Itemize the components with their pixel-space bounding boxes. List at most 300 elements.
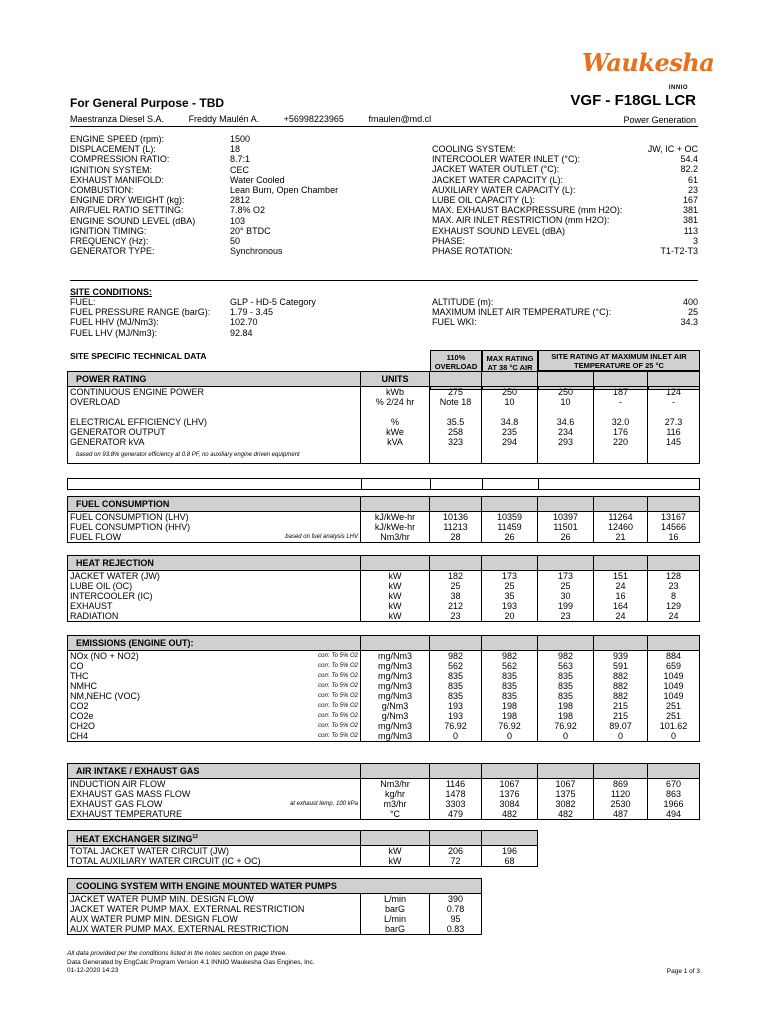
table-cell: AUX WATER PUMP MIN. DESIGN FLOW [68, 914, 361, 924]
spec-value: 3 [692, 235, 698, 246]
table-cell [258, 387, 361, 398]
table-row [68, 591, 700, 601]
table-cell: 23 [648, 581, 700, 591]
table-cell [258, 397, 361, 407]
table-cell [482, 447, 538, 463]
table-row [68, 611, 700, 622]
table-cell: L/min [361, 914, 430, 924]
col-overload-label: 110% OVERLOAD [434, 353, 478, 371]
spec-value: 7.8% O2 [230, 205, 266, 216]
table-cell: g/Nm3 [361, 711, 430, 721]
table-cell: 76.92 [430, 721, 482, 731]
spec-row [432, 154, 698, 164]
table-cell: kJ/kWe-hr [361, 512, 430, 523]
spec-label: MAX. EXHAUST BACKPRESSURE (mm H2O): [432, 205, 623, 216]
heat-rejection-table [67, 555, 700, 622]
table-cell: % 2/24 hr [361, 397, 430, 407]
table-cell: 1049 [648, 681, 700, 691]
table-cell: kW [361, 846, 430, 857]
document-title: For General Purpose - TBD [70, 96, 225, 110]
table-cell: OVERLOAD [68, 397, 258, 407]
table-cell: AUX WATER PUMP MAX. EXTERNAL RESTRICTION [68, 924, 361, 935]
spec-row [70, 185, 410, 195]
spec-label: FREQUENCY (Hz): [70, 235, 149, 246]
spec-value: 102.70 [230, 317, 258, 328]
table-cell: EXHAUST TEMPERATURE [68, 809, 258, 820]
table-cell: 323 [430, 437, 482, 447]
section-blank [482, 831, 538, 846]
spec-row [70, 175, 410, 185]
table-note: based on 93.8% generator efficiency at 0.8 PF, no auxiliary engine driven equipment [68, 447, 361, 463]
table-cell: 176 [594, 427, 648, 437]
table-cell: 198 [538, 701, 594, 711]
spec-label: FUEL LHV (MJ/Nm3): [70, 327, 158, 338]
table-cell [258, 522, 361, 532]
spec-label: FUEL WKI: [432, 317, 477, 328]
section-blank [648, 636, 700, 651]
table-cell [258, 512, 361, 523]
table-cell: 199 [538, 601, 594, 611]
table-cell [648, 407, 700, 417]
section-blank [361, 831, 430, 846]
table-cell: 835 [538, 691, 594, 701]
table-row [68, 779, 700, 790]
spec-row [432, 205, 698, 215]
spec-label: ENGINE SPEED (rpm): [70, 134, 165, 144]
table-cell: corr. To 5% O2 [258, 651, 361, 662]
table-cell [594, 447, 648, 463]
spec-label: FUEL: [70, 297, 96, 307]
table-cell: 24 [648, 611, 700, 622]
table-cell: 3084 [482, 799, 538, 809]
table-cell: 198 [538, 711, 594, 721]
section-blank [430, 831, 482, 846]
table-cell: corr. To 5% O2 [258, 661, 361, 671]
table-cell: 215 [594, 701, 648, 711]
spec-row [432, 317, 698, 327]
table-cell: 390 [430, 894, 482, 905]
table-row [68, 601, 700, 611]
spec-label: COMBUSTION: [70, 184, 134, 195]
category-label: Power Generation [623, 115, 696, 125]
table-cell: 206 [430, 846, 482, 857]
table-cell: 10359 [482, 512, 538, 523]
table-row [68, 721, 700, 731]
section-blank [594, 764, 648, 779]
table-cell: mg/Nm3 [361, 671, 430, 681]
table-cell: 939 [594, 651, 648, 662]
spec-label: COOLING SYSTEM: [432, 144, 516, 154]
contact-email: fmaulen@md.cl [368, 114, 432, 124]
section-title: FUEL CONSUMPTION [68, 497, 361, 512]
table-cell: - [594, 397, 648, 407]
section-blank [482, 372, 538, 387]
spec-value: 18 [230, 144, 241, 155]
table-row [68, 512, 700, 523]
spec-row [432, 297, 698, 307]
table-cell: 0 [648, 731, 700, 742]
table-cell: 27.3 [648, 417, 700, 427]
table-cell: 10397 [538, 512, 594, 523]
spec-row [70, 144, 410, 154]
table-cell: 182 [430, 571, 482, 582]
table-row [68, 701, 700, 711]
table-cell: 212 [430, 601, 482, 611]
spec-value: GLP - HD-5 Category [230, 297, 316, 307]
spec-value: 34.3 [680, 317, 698, 328]
table-cell [430, 407, 482, 417]
section-blank [482, 764, 538, 779]
table-cell: 250 [482, 387, 538, 398]
table-cell: 68 [482, 856, 538, 867]
spec-value: 54.4 [680, 154, 698, 165]
spec-row [432, 185, 698, 195]
table-cell: Note 18 [430, 397, 482, 407]
table-row [68, 846, 538, 857]
table-cell: 129 [648, 601, 700, 611]
spacer-box [67, 478, 700, 490]
table-cell: 835 [430, 691, 482, 701]
section-blank [361, 764, 430, 779]
company-name: Maestranza Diesel S.A. [70, 114, 165, 124]
table-cell [258, 407, 361, 417]
table-cell: corr. To 5% O2 [258, 711, 361, 721]
table-cell: THC [68, 671, 258, 681]
table-cell: 128 [648, 571, 700, 582]
table-cell: based on fuel analysis LHV [258, 532, 361, 543]
table-cell: 0.78 [430, 904, 482, 914]
table-row [68, 437, 700, 447]
spec-row [70, 236, 410, 246]
table-cell: 20 [482, 611, 538, 622]
spec-value: 381 [682, 215, 698, 226]
table-cell [68, 407, 258, 417]
table-cell [538, 407, 594, 417]
spec-label: EXHAUST SOUND LEVEL (dBA) [432, 225, 566, 236]
spec-row [432, 307, 698, 317]
table-cell: 215 [594, 711, 648, 721]
table-cell: 89.07 [594, 721, 648, 731]
spec-value: 167 [682, 194, 698, 205]
spec-row [432, 215, 698, 225]
table-cell: 196 [482, 846, 538, 857]
spec-label: AUXILIARY WATER CAPACITY (L): [432, 184, 576, 195]
spec-value: Lean Burn, Open Chamber [230, 184, 339, 195]
table-cell: 1067 [538, 779, 594, 790]
table-cell: EXHAUST GAS FLOW [68, 799, 258, 809]
spec-value: 381 [682, 205, 698, 216]
section-blank [482, 497, 538, 512]
table-cell: 16 [594, 591, 648, 601]
table-cell: 95 [430, 914, 482, 924]
table-row [68, 661, 700, 671]
table-cell: 32.0 [594, 417, 648, 427]
table-cell: 1478 [430, 789, 482, 799]
table-row [68, 571, 700, 582]
table-cell: 275 [430, 387, 482, 398]
table-cell: 659 [648, 661, 700, 671]
table-cell: 0 [594, 731, 648, 742]
table-cell: 835 [482, 681, 538, 691]
table-cell: 30 [538, 591, 594, 601]
table-cell: 234 [538, 427, 594, 437]
table-cell: 76.92 [482, 721, 538, 731]
table-cell: mg/Nm3 [361, 661, 430, 671]
table-cell: 982 [430, 651, 482, 662]
spec-label: DISPLACEMENT (L): [70, 144, 156, 155]
table-cell: 293 [538, 437, 594, 447]
section-title: POWER RATING [68, 372, 361, 387]
table-cell: CO [68, 661, 258, 671]
table-row [68, 407, 700, 417]
section-blank [430, 556, 482, 571]
table-cell: kW [361, 611, 430, 622]
section-blank [648, 497, 700, 512]
table-cell: 26 [538, 532, 594, 543]
spec-row [70, 317, 410, 327]
table-cell: FUEL FLOW [68, 532, 258, 543]
section-header [68, 879, 482, 894]
spec-value: CEC [230, 164, 250, 175]
section-blank [594, 636, 648, 651]
spec-row [70, 246, 410, 256]
fuel-consumption-table [67, 496, 700, 543]
table-cell: 187 [594, 387, 648, 398]
table-cell: 1120 [594, 789, 648, 799]
table-cell: 0 [430, 731, 482, 742]
spec-value: JW, IC + OC [647, 144, 698, 154]
table-cell: FUEL CONSUMPTION (LHV) [68, 512, 258, 523]
air-intake-table [67, 763, 700, 820]
table-cell: 482 [482, 809, 538, 820]
table-cell: TOTAL JACKET WATER CIRCUIT (JW) [68, 846, 361, 857]
table-cell: kVA [361, 437, 430, 447]
section-blank [482, 556, 538, 571]
spec-value: 1.79 - 3.45 [230, 307, 274, 318]
emissions-table [67, 635, 700, 742]
section-title: HEAT REJECTION [68, 556, 361, 571]
table-cell: INDUCTION AIR FLOW [68, 779, 258, 790]
table-cell: CH4 [68, 731, 258, 742]
table-cell: CONTINUOUS ENGINE POWER [68, 387, 258, 398]
table-cell [258, 601, 361, 611]
table-cell: INTERCOOLER (IC) [68, 591, 258, 601]
spec-row [432, 144, 698, 154]
spec-label: IGNITION TIMING: [70, 225, 147, 236]
table-cell: 563 [538, 661, 594, 671]
table-cell: 38 [430, 591, 482, 601]
section-header [68, 636, 700, 651]
table-cell: 3082 [538, 799, 594, 809]
table-cell: 294 [482, 437, 538, 447]
table-cell: Nm3/hr [361, 532, 430, 543]
table-cell: CO2 [68, 701, 258, 711]
table-cell: kW [361, 591, 430, 601]
table-cell [258, 571, 361, 582]
table-cell: EXHAUST [68, 601, 258, 611]
waukesha-logo [582, 48, 715, 96]
table-cell: 882 [594, 671, 648, 681]
specs-right [432, 144, 698, 256]
spec-row [70, 205, 410, 215]
site-right [432, 297, 698, 328]
spec-label: COMPRESSION RATIO: [70, 154, 170, 165]
table-cell: 35 [482, 591, 538, 601]
contact-phone: +56998223965 [283, 114, 344, 124]
section-title-sup: 12 [192, 834, 198, 840]
spec-label: FUEL HHV (MJ/Nm3): [70, 317, 159, 328]
table-cell: 124 [648, 387, 700, 398]
table-cell: kW [361, 571, 430, 582]
spec-label: JACKET WATER CAPACITY (L): [432, 174, 564, 185]
table-cell: JACKET WATER (JW) [68, 571, 258, 582]
spec-label: EXHAUST MANIFOLD: [70, 174, 164, 185]
section-blank [538, 764, 594, 779]
section-blank [482, 636, 538, 651]
table-cell: 116 [648, 427, 700, 437]
cooling-pumps-table [67, 878, 482, 935]
spec-label: ALTITUDE (m): [432, 297, 494, 307]
table-cell: ELECTRICAL EFFICIENCY (LHV) [68, 417, 258, 427]
table-row [68, 681, 700, 691]
spec-row [70, 154, 410, 164]
contact-line [70, 114, 453, 124]
table-cell: 982 [482, 651, 538, 662]
spec-row [432, 226, 698, 236]
table-cell: 882 [594, 691, 648, 701]
spec-row [70, 134, 410, 144]
site-conditions-heading: SITE CONDITIONS: [70, 287, 153, 297]
table-cell: 0 [538, 731, 594, 742]
section-blank [430, 764, 482, 779]
spec-value: 50 [230, 235, 241, 246]
footer-date: 01-12-2020 14:23 [67, 967, 119, 974]
spec-row [70, 226, 410, 236]
table-cell: 173 [482, 571, 538, 582]
table-cell: 198 [482, 711, 538, 721]
table-row [68, 387, 700, 398]
table-cell: corr. To 5% O2 [258, 681, 361, 691]
table-cell: 193 [430, 701, 482, 711]
table-cell: 1049 [648, 691, 700, 701]
table-cell: LUBE OIL (OC) [68, 581, 258, 591]
table-cell: 145 [648, 437, 700, 447]
section-blank [538, 372, 594, 387]
table-cell: barG [361, 924, 430, 935]
table-cell: kWb [361, 387, 430, 398]
table-row [68, 856, 538, 867]
spec-label: INTERCOOLER WATER INLET (°C): [432, 154, 580, 165]
table-cell: 28 [430, 532, 482, 543]
table-cell: 494 [648, 809, 700, 820]
table-cell: mg/Nm3 [361, 691, 430, 701]
divider [70, 280, 698, 281]
table-cell: Nm3/hr [361, 779, 430, 790]
section-header [68, 764, 700, 779]
section-blank [538, 497, 594, 512]
section-blank [594, 497, 648, 512]
table-cell: 562 [430, 661, 482, 671]
table-cell: 835 [538, 681, 594, 691]
table-cell: 21 [594, 532, 648, 543]
table-cell: 10 [538, 397, 594, 407]
table-cell: 26 [482, 532, 538, 543]
spec-label: ENGINE SOUND LEVEL (dBA) [70, 215, 196, 226]
spec-label: AIR/FUEL RATIO SETTING: [70, 205, 184, 216]
spec-label: MAX. AIR INLET RESTRICTION (mm H2O): [432, 215, 610, 226]
table-cell: kW [361, 601, 430, 611]
section-blank [361, 556, 430, 571]
table-cell [258, 591, 361, 601]
table-cell: - [648, 397, 700, 407]
table-cell [482, 407, 538, 417]
footer-generator: Data Generated by EngCalc Program Version 4.1 INNIO Waukesha Gas Engines, Inc. [67, 958, 315, 966]
spec-label: LUBE OIL CAPACITY (L): [432, 194, 535, 205]
spec-row [70, 307, 410, 317]
section-title: AIR INTAKE / EXHAUST GAS [68, 764, 361, 779]
table-cell: corr. To 5% O2 [258, 691, 361, 701]
table-cell: EXHAUST GAS MASS FLOW [68, 789, 258, 799]
table-row [68, 894, 482, 905]
table-cell: L/min [361, 894, 430, 905]
spec-value: Water Cooled [230, 174, 285, 185]
table-cell [538, 447, 594, 463]
table-cell: 884 [648, 651, 700, 662]
table-row [68, 809, 700, 820]
logo-sub: INNIO [668, 85, 688, 91]
section-header [68, 556, 700, 571]
table-cell [430, 447, 482, 463]
table-cell: kW [361, 581, 430, 591]
section-title: EMISSIONS (ENGINE OUT): [68, 636, 361, 651]
table-cell: % [361, 417, 430, 427]
power-rating-table [67, 371, 700, 464]
table-cell: 8 [648, 591, 700, 601]
table-cell: 198 [482, 701, 538, 711]
spec-value: Synchronous [230, 246, 283, 257]
table-cell: 101.62 [648, 721, 700, 731]
footer [67, 950, 315, 976]
table-cell: 173 [538, 571, 594, 582]
table-cell: FUEL CONSUMPTION (HHV) [68, 522, 258, 532]
table-cell: °C [361, 809, 430, 820]
table-cell: NOx (NO + NO2) [68, 651, 258, 662]
spec-label: ENGINE DRY WEIGHT (kg): [70, 195, 185, 206]
table-cell: 869 [594, 779, 648, 790]
section-blank [430, 497, 482, 512]
table-row [68, 711, 700, 721]
section-header [68, 497, 700, 512]
table-cell: 14566 [648, 522, 700, 532]
table-cell: 72 [430, 856, 482, 867]
table-cell: 835 [482, 671, 538, 681]
table-cell: 23 [430, 611, 482, 622]
table-cell: m3/hr [361, 799, 430, 809]
spec-value: 92.84 [230, 327, 253, 338]
table-row [68, 789, 700, 799]
spec-row [70, 328, 410, 338]
spec-row [70, 195, 410, 205]
table-cell: 34.8 [482, 417, 538, 427]
spec-row [70, 216, 410, 226]
table-cell: TOTAL AUXILIARY WATER CIRCUIT (IC + OC) [68, 856, 361, 867]
table-cell: NMHC [68, 681, 258, 691]
table-cell [594, 407, 648, 417]
table-cell: 479 [430, 809, 482, 820]
section-blank [361, 497, 430, 512]
table-cell: 11459 [482, 522, 538, 532]
table-cell: NM,NEHC (VOC) [68, 691, 258, 701]
